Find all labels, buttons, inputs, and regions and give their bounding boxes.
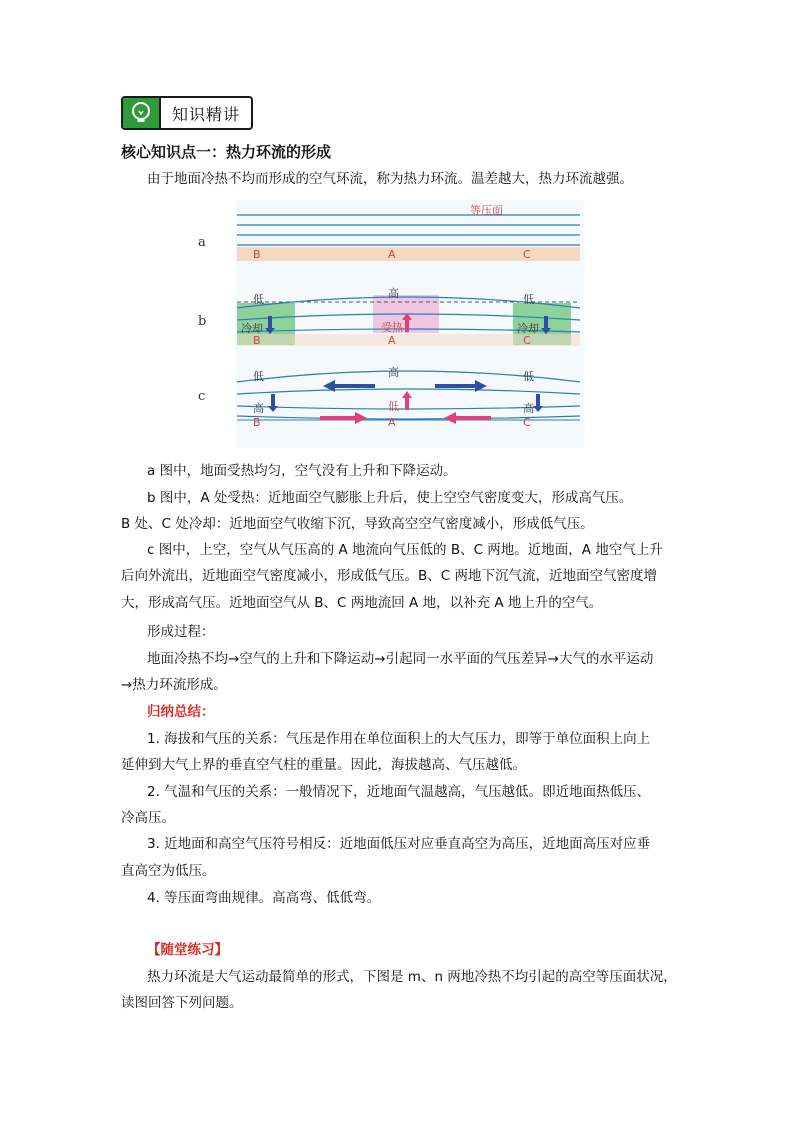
body-line: →热力环流形成。 — [121, 677, 227, 693]
row-c-point-c: C — [523, 416, 531, 429]
summary-line: 延伸到大气上界的垂直空气柱的重量。因此，海拔越高、气压越低。 — [121, 757, 526, 773]
thermal-circulation-figure — [195, 200, 585, 448]
body-line: 地面冷热不均→空气的上升和下降运动→引起同一水平面的气压差异→大气的水平运动 — [147, 651, 654, 667]
row-a-point-b: B — [253, 248, 261, 261]
row-a-point-c: C — [523, 248, 531, 261]
body-line: a 图中，地面受热均匀，空气没有上升和下降运动。 — [147, 463, 457, 479]
summary-line: 4. 等压面弯曲规律。高高弯、低低弯。 — [147, 890, 381, 906]
row-c-point-a: A — [388, 416, 396, 429]
practice-title: 【随堂练习】 — [147, 942, 228, 958]
row-c-low-mid: 低 — [388, 400, 399, 413]
row-b-heat-mid: 受热 — [381, 321, 403, 334]
section-badge — [121, 96, 253, 130]
summary-line: 1. 海拔和气压的关系：气压是作用在单位面积上的大气压力，即等于单位面积上向上 — [147, 731, 651, 747]
row-b-cool-right: 冷却 — [517, 322, 539, 335]
practice-line: 热力环流是大气运动最简单的形式，下图是 m、n 两地冷热不均引起的高空等压面状况， — [147, 969, 677, 985]
summary-line: 2. 气温和气压的关系：一般情况下，近地面气温越高，气压越低。即近地面热低压、 — [147, 784, 651, 800]
summary-title: 归纳总结： — [147, 704, 215, 720]
row-c-high-top: 高 — [388, 366, 399, 379]
isobar-legend: 等压面 — [470, 204, 503, 217]
summary-line: 直高空为低压。 — [121, 863, 216, 879]
lightbulb-icon — [123, 98, 161, 128]
body-line: 形成过程： — [147, 624, 215, 640]
row-b-label: b — [198, 314, 207, 329]
row-b-low-left: 低 — [253, 293, 264, 306]
body-line: b 图中，A 处受热：近地面空气膨胀上升后，使上空空气密度变大，形成高气压。 — [147, 490, 633, 506]
summary-line: 冷高压。 — [121, 810, 175, 826]
row-a-label: a — [198, 235, 206, 250]
practice-line: 读图回答下列问题。 — [121, 995, 243, 1011]
section-heading: 核心知识点一：热力环流的形成 — [121, 143, 332, 161]
body-line: 大，形成高气压。近地面空气从 B、C 两地流回 A 地，以补充 A 地上升的空气。 — [121, 595, 603, 611]
row-b-cool-left: 冷却 — [241, 322, 263, 335]
section-badge-label: 知识精讲 — [171, 104, 240, 124]
row-b-point-a: A — [388, 334, 396, 347]
summary-line: 3. 近地面和高空气压符号相反：近地面低压对应垂直高空为高压，近地面高压对应垂 — [147, 836, 651, 852]
row-a-point-a: A — [388, 248, 396, 261]
row-b-low-right: 低 — [523, 293, 534, 306]
row-c-high-right: 高 — [523, 402, 534, 415]
body-line: c 图中，上空，空气从气压高的 A 地流向气压低的 B、C 两地。近地面，A 地空气上升 — [147, 542, 663, 558]
row-b-point-b: B — [253, 334, 261, 347]
row-c-label: c — [198, 389, 206, 404]
row-b-point-c: C — [523, 334, 531, 347]
row-b-high-mid: 高 — [388, 287, 399, 300]
row-c-low-left: 低 — [253, 370, 264, 383]
body-line: B 处、C 处冷却：近地面空气收缩下沉，导致高空空气密度减小，形成低气压。 — [121, 516, 594, 532]
intro-paragraph: 由于地面冷热不均而形成的空气环流，称为热力环流。温差越大，热力环流越强。 — [147, 171, 633, 187]
row-c-point-b: B — [253, 416, 261, 429]
row-c-low-right: 低 — [523, 370, 534, 383]
body-line: 后向外流出，近地面空气密度减小，形成低气压。B、C 两地下沉气流，近地面空气密度增 — [121, 568, 657, 584]
row-c-high-left: 高 — [253, 402, 264, 415]
